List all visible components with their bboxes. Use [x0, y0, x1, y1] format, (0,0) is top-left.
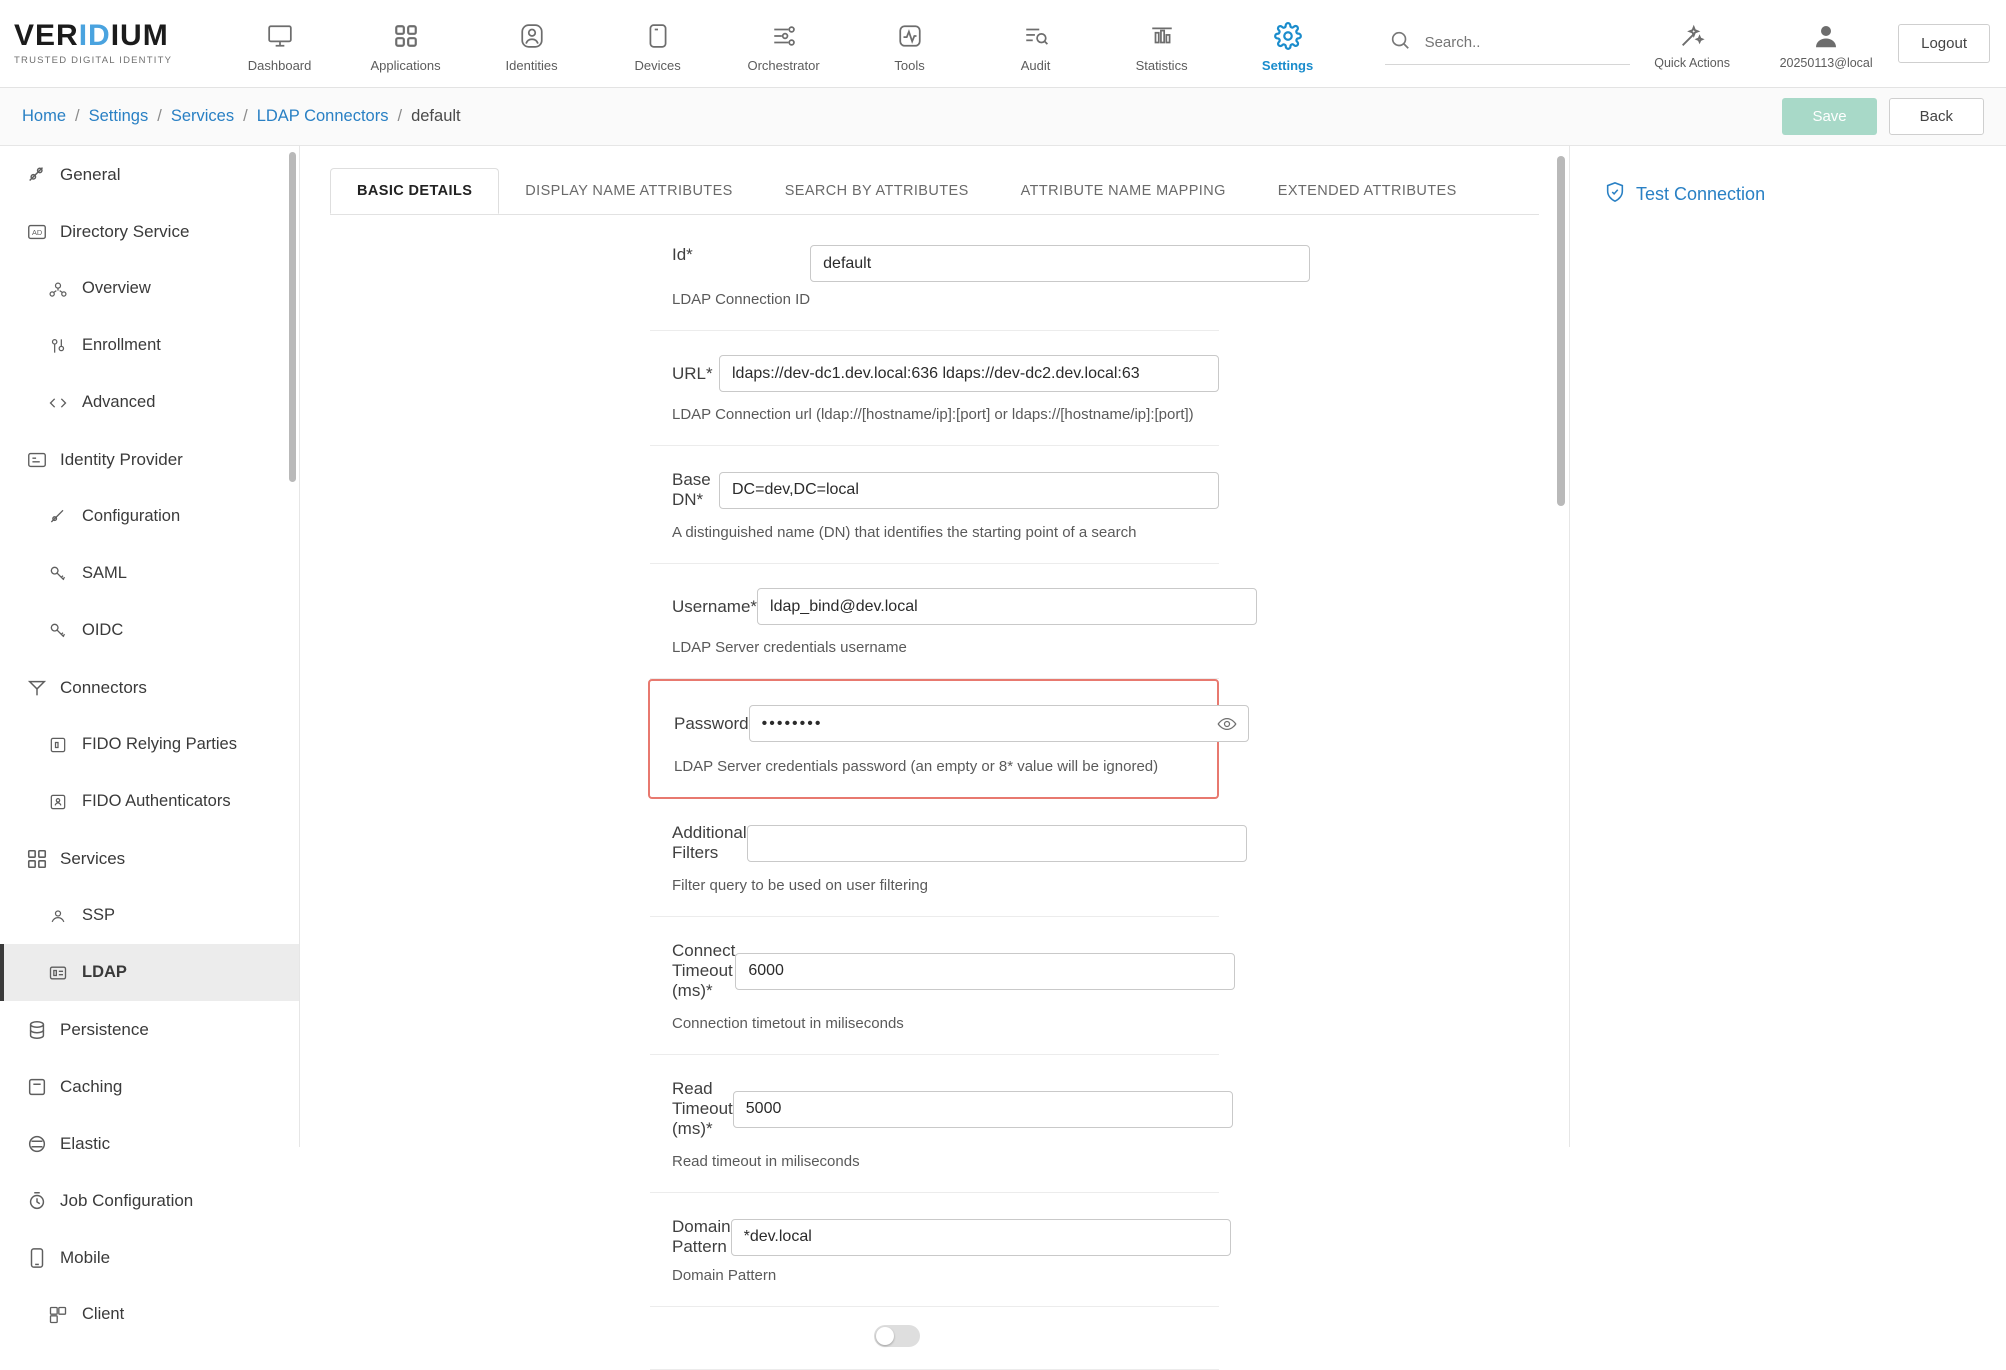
audit-search-icon: [973, 18, 1099, 54]
field-label-url: URL*: [672, 363, 713, 383]
fido-rp-icon: [48, 735, 82, 755]
sidebar-item-label: OIDC: [82, 621, 124, 639]
boolean-toggle[interactable]: [874, 1325, 920, 1347]
nav-label: Dashboard: [247, 58, 312, 73]
additional-filters-input[interactable]: [747, 825, 1247, 862]
sidebar-item-mobile[interactable]: [0, 1229, 299, 1286]
sidebar-item-label: General: [60, 164, 121, 184]
field-help-base-dn: A distinguished name (DN) that identifies the starting point of a search: [672, 524, 1137, 541]
breadcrumb: [22, 107, 461, 126]
breadcrumb-item-settings[interactable]: Settings: [88, 107, 149, 125]
overview-icon: [48, 279, 82, 299]
cache-icon: [26, 1076, 60, 1098]
clock-icon: [26, 1190, 60, 1212]
breadcrumb-separator: /: [397, 107, 403, 125]
field-label-id: Id*: [672, 245, 693, 264]
sidebar-item-fido-authenticators[interactable]: [0, 773, 299, 830]
domain-pattern-input[interactable]: [731, 1219, 1231, 1256]
nav-label: Statistics: [1135, 58, 1188, 73]
field-right: [733, 1091, 1233, 1128]
field-label-read-timeout: Read Timeout (ms)*: [672, 1079, 733, 1138]
tab-attribute-name-mapping[interactable]: ATTRIBUTE NAME MAPPING: [1020, 183, 1226, 199]
sidebar-item-elastic[interactable]: [0, 1115, 299, 1172]
nav-item-orchestrator[interactable]: [721, 14, 847, 73]
nav-label: Tools: [894, 58, 925, 73]
search-input[interactable]: [1423, 33, 1613, 52]
field-right: [810, 245, 1310, 282]
sidebar-item-persistence[interactable]: [0, 1001, 299, 1058]
field-top: [650, 1217, 1219, 1257]
quick-actions-button[interactable]: [1630, 18, 1754, 70]
logout-button[interactable]: Logout: [1898, 24, 1990, 63]
field-help-read-timeout: Read timeout in miliseconds: [672, 1153, 860, 1170]
username-input[interactable]: [757, 588, 1257, 625]
page-actions: [1782, 98, 1984, 135]
field-help-username: LDAP Server credentials username: [672, 639, 907, 656]
field-label-connect-timeout: Connect Timeout (ms)*: [672, 941, 736, 1000]
brand-name: [14, 21, 197, 51]
sidebar-item-label: Connectors: [60, 677, 147, 697]
brand-name-part3: IUM: [110, 19, 169, 52]
database-icon: [26, 1019, 60, 1041]
client-icon: [48, 1305, 82, 1325]
ldap-icon: [48, 963, 82, 983]
field-left: [652, 714, 749, 734]
sidebar-item-caching[interactable]: [0, 1058, 299, 1115]
base-dn-input[interactable]: [719, 472, 1219, 509]
nav-item-audit[interactable]: [973, 14, 1099, 73]
tab-basic-details[interactable]: BASIC DETAILS: [330, 168, 499, 214]
back-button[interactable]: Back: [1889, 98, 1984, 135]
password-input[interactable]: [749, 705, 1249, 742]
field-left: [650, 1079, 733, 1139]
fields-list: [300, 215, 1569, 1370]
field-right: [719, 355, 1219, 392]
connect-timeout-input[interactable]: [735, 953, 1235, 990]
field-right: [731, 1219, 1231, 1256]
nav-label: Identities: [505, 58, 558, 73]
nav-item-tools[interactable]: [847, 14, 973, 73]
sidebar-scrollbar[interactable]: [289, 152, 296, 482]
nav-item-identities[interactable]: [469, 14, 595, 73]
sidebar-item-label: Identity Provider: [60, 449, 183, 469]
page-body: [0, 146, 2006, 1323]
field-row-domain-pattern: [650, 1193, 1219, 1307]
top-right-actions: [1630, 18, 2006, 70]
sidebar-item-label: Caching: [60, 1076, 123, 1096]
field-right: [874, 1325, 1219, 1347]
field-row-id: [650, 221, 1219, 331]
sidebar-item-overview[interactable]: [0, 260, 299, 317]
field-row-additional-filters: [650, 799, 1219, 917]
sidebar-item-ldap[interactable]: [0, 944, 299, 1001]
sidebar-item-saml[interactable]: [0, 545, 299, 602]
save-button[interactable]: Save: [1782, 98, 1876, 135]
field-top: [650, 470, 1219, 510]
sidebar-item-connectors[interactable]: [0, 659, 299, 716]
field-left: [650, 597, 757, 617]
primary-nav: [217, 14, 1351, 73]
enrollment-icon: [48, 336, 82, 356]
field-help-url: LDAP Connection url (ldap://[hostname/ip]:[port] or ldaps://[hostname/ip]:[port]): [672, 406, 1194, 423]
breadcrumb-item-services[interactable]: Services: [170, 107, 235, 125]
device-icon: [595, 18, 721, 54]
sidebar-item-services[interactable]: [0, 830, 299, 887]
field-label-base-dn: Base DN*: [672, 470, 711, 509]
brand-logo[interactable]: [0, 21, 197, 66]
nav-item-devices[interactable]: [595, 14, 721, 73]
field-row-connect-timeout: [650, 917, 1219, 1055]
nav-item-applications[interactable]: [343, 14, 469, 73]
nav-label: Settings: [1261, 58, 1314, 73]
test-connection-label: Test Connection: [1636, 184, 1766, 204]
user-label: 20250113@local: [1779, 55, 1873, 70]
ssp-icon: [48, 906, 82, 926]
gear-icon: [1225, 18, 1351, 54]
field-label-domain-pattern: Domain Pattern: [672, 1217, 731, 1256]
field-left: [650, 470, 719, 510]
sidebar-item-configuration[interactable]: [0, 488, 299, 545]
mobile-icon: [26, 1247, 60, 1269]
breadcrumb-separator: /: [157, 107, 162, 125]
field-label-username: Username*: [672, 596, 758, 616]
id-input[interactable]: [810, 245, 1310, 282]
field-help-additional-filters: Filter query to be used on user filtering: [672, 877, 928, 894]
field-left: [650, 364, 719, 384]
pulse-icon: [847, 18, 973, 54]
code-icon: [48, 393, 82, 413]
svg-text:AD: AD: [31, 227, 43, 237]
field-left: [650, 1217, 731, 1257]
sidebar-item-directory-service[interactable]: [0, 203, 299, 260]
search-icon: [1389, 29, 1411, 56]
sidebar-item-label: SSP: [82, 906, 116, 924]
user-circle-icon: [469, 18, 595, 54]
field-right: [719, 472, 1219, 509]
field-left: [650, 823, 747, 863]
form-tabs: [300, 146, 1569, 214]
grid-icon: [343, 18, 469, 54]
field-label-additional-filters: Additional Filters: [672, 823, 747, 862]
breadcrumb-bar: [0, 88, 2006, 146]
elastic-icon: [26, 1133, 60, 1155]
sidebar-item-identity-provider[interactable]: [0, 431, 299, 488]
sidebar-item-enrollment[interactable]: [0, 317, 299, 374]
sidebar-item-label: FIDO Authenticators: [82, 792, 231, 810]
fido-auth-icon: [48, 792, 82, 812]
monitor-icon: [217, 18, 343, 54]
sidebar-item-general[interactable]: [0, 146, 299, 203]
sidebar-item-fido-relying-parties[interactable]: [0, 716, 299, 773]
sidebar-item-ssp[interactable]: [0, 887, 299, 944]
tab-search-by-attributes[interactable]: SEARCH BY ATTRIBUTES: [784, 183, 969, 199]
field-help-connect-timeout: Connection timetout in miliseconds: [672, 1015, 904, 1032]
sidebar-item-label: Job Configuration: [60, 1190, 194, 1210]
tune-icon: [26, 164, 60, 186]
sidebar-item-label: LDAP: [82, 963, 127, 981]
sidebar-item-label: Enrollment: [82, 336, 161, 354]
sidebar-item-oidc[interactable]: [0, 602, 299, 659]
settings-sidebar: [0, 146, 300, 1323]
bar-chart-icon: [1099, 18, 1225, 54]
sidebar-item-client[interactable]: [0, 1286, 299, 1343]
ldap-connector-form: [300, 146, 1570, 1284]
password-wrapper: [749, 705, 1249, 742]
sidebar-item-label: Client: [82, 1305, 125, 1323]
field-help-id: LDAP Connection ID: [672, 291, 811, 308]
sidebar-item-job-configuration[interactable]: [0, 1172, 299, 1229]
breadcrumb-separator: /: [243, 107, 248, 125]
config-icon: [48, 507, 82, 527]
tab-extended-attributes[interactable]: EXTENDED ATTRIBUTES: [1277, 183, 1457, 199]
key-icon: [48, 621, 82, 641]
nav-label: Orchestrator: [747, 58, 820, 73]
right-panel: [1570, 146, 2006, 1147]
field-left: [650, 941, 735, 1001]
field-right: [757, 588, 1257, 625]
wand-icon: [1630, 18, 1754, 54]
field-help-domain-pattern: Domain Pattern: [672, 1267, 777, 1284]
user-icon: [1764, 18, 1888, 54]
field-row-read-timeout: [650, 1055, 1219, 1193]
field-row-base-dn: [650, 446, 1219, 564]
nav-item-settings[interactable]: [1225, 14, 1351, 73]
nav-item-dashboard[interactable]: [217, 14, 343, 73]
field-right: [747, 825, 1247, 862]
sidebar-item-label: SAML: [82, 564, 127, 582]
sidebar-item-label: Configuration: [82, 507, 181, 525]
quick-actions-label: Quick Actions: [1654, 55, 1730, 70]
url-input[interactable]: [719, 355, 1219, 392]
top-navigation-bar: [0, 0, 2006, 88]
sidebar-item-label: Elastic: [60, 1133, 111, 1153]
tab-display-name-attributes[interactable]: DISPLAY NAME ATTRIBUTES: [525, 183, 733, 199]
field-right: [735, 953, 1235, 990]
nav-label: Audit: [1020, 58, 1051, 73]
sidebar-item-label: Services: [60, 848, 126, 868]
field-top: [650, 1079, 1219, 1139]
main-scrollbar[interactable]: [1557, 156, 1565, 506]
field-top: [650, 588, 1219, 625]
brand-tagline: TRUSTED DIGITAL IDENTITY: [14, 55, 173, 66]
sidebar-item-label: Advanced: [82, 393, 156, 411]
sidebar-item-label: Overview: [82, 279, 151, 297]
nav-item-statistics[interactable]: [1099, 14, 1225, 73]
field-row-password: [648, 679, 1219, 799]
breadcrumb-item-home[interactable]: Home: [22, 107, 67, 125]
sidebar-item-label: Mobile: [60, 1247, 111, 1267]
sidebar-item-label: Directory Service: [60, 221, 190, 241]
key-icon: [48, 564, 82, 584]
field-row-username: [650, 564, 1219, 679]
field-left: [650, 245, 810, 308]
eye-icon[interactable]: [1217, 714, 1237, 739]
flow-icon: [721, 18, 847, 54]
shield-check-icon: [1604, 180, 1626, 209]
test-connection-button[interactable]: [1604, 180, 2006, 209]
main-content: [300, 146, 2006, 1284]
sidebar-item-label: FIDO Relying Parties: [82, 735, 237, 753]
field-top: [650, 941, 1219, 1001]
field-top: [650, 355, 1219, 392]
field-right: [749, 705, 1249, 742]
user-menu[interactable]: [1764, 18, 1888, 70]
breadcrumb-separator: /: [75, 107, 80, 125]
brand-name-part1: VER: [14, 19, 79, 52]
brand-name-part2: ID: [78, 19, 111, 52]
read-timeout-input[interactable]: [733, 1091, 1233, 1128]
search-box[interactable]: [1385, 23, 1631, 65]
field-row-url: [650, 331, 1219, 446]
nav-label: Applications: [370, 58, 441, 73]
connector-icon: [26, 677, 60, 699]
ad-icon: [26, 221, 60, 243]
sidebar-item-advanced[interactable]: [0, 374, 299, 431]
breadcrumb-item-current: default: [411, 107, 461, 125]
services-icon: [26, 848, 60, 870]
nav-label: Devices: [634, 58, 681, 73]
field-top: [652, 705, 1217, 742]
field-help-password: LDAP Server credentials password (an empty or 8* value will be ignored): [674, 758, 1159, 775]
field-top: [650, 823, 1219, 863]
field-label-password: Password: [674, 713, 749, 733]
breadcrumb-item-ldap-connectors[interactable]: LDAP Connectors: [256, 107, 389, 125]
field-row-toggle-partial: [650, 1307, 1219, 1370]
sidebar-item-label: Persistence: [60, 1019, 149, 1039]
idp-icon: [26, 449, 60, 471]
